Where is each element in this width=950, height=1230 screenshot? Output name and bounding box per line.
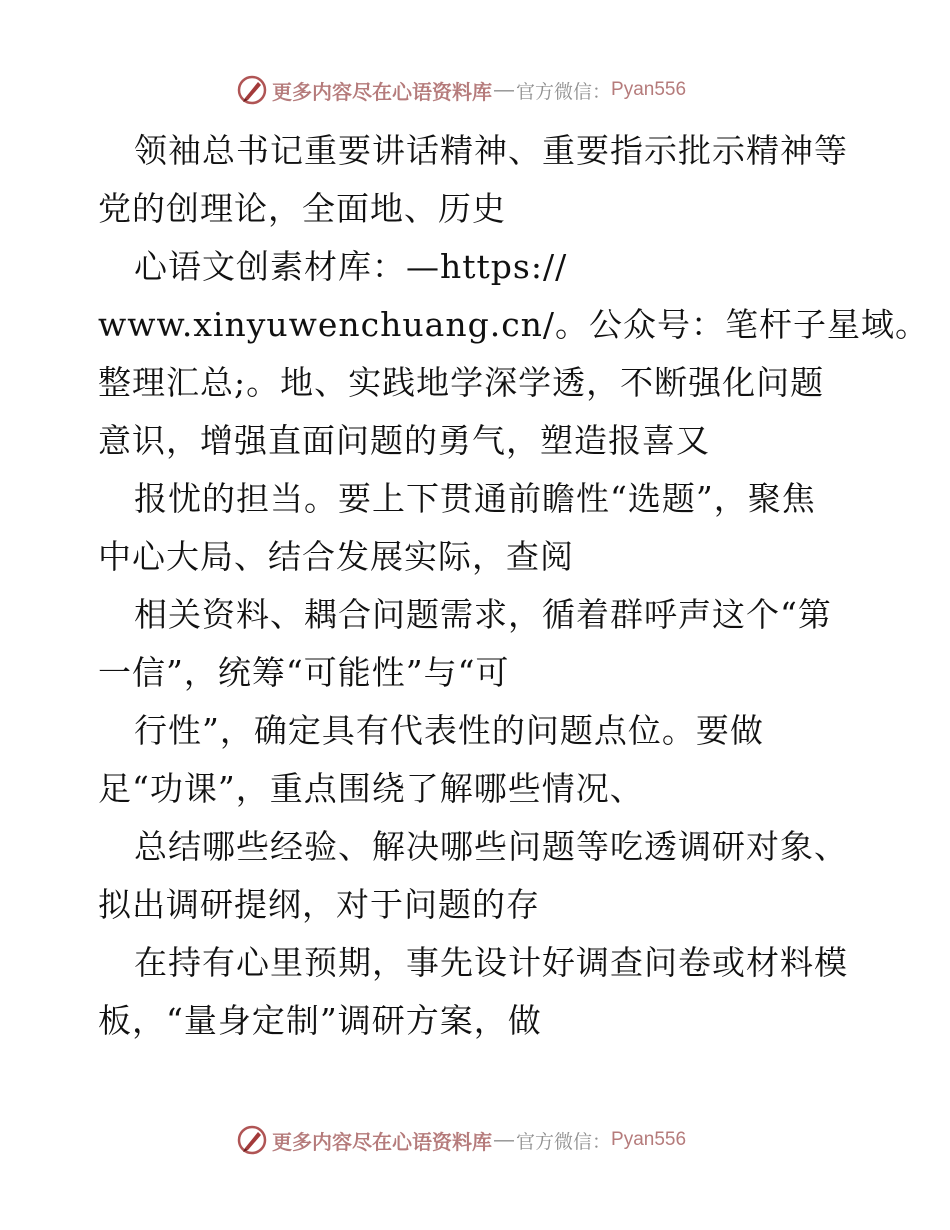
banner-wechat-id: Pyan556: [611, 1129, 687, 1150]
body-line: 中心大局、结合发展实际，查阅: [98, 537, 574, 576]
body-line: 党的创理论，全面地、历史: [98, 189, 506, 228]
banner-wechat-label: 官方微信：: [516, 80, 612, 103]
body-line: 相关资料、耦合问题需求，循着群呼声这个“第: [134, 595, 832, 634]
body-line: 在持有心里预期，事先设计好调查问卷或材料模: [134, 943, 848, 982]
banner-main-text: 更多内容尽在心语资料库: [272, 1129, 492, 1154]
pen-logo-icon: [236, 1124, 268, 1156]
body-line: 总结哪些经验、解决哪些问题等吃透调研对象、: [134, 827, 848, 866]
body-line: 拟出调研提纲，对于问题的存: [98, 885, 540, 924]
header-banner: [236, 72, 686, 108]
banner-dash: —: [494, 78, 514, 101]
banner-wechat-id: Pyan556: [611, 79, 687, 100]
banner-wechat-label: 官方微信：: [516, 1130, 612, 1153]
body-line: 报忧的担当。要上下贯通前瞻性“选题”，聚焦: [134, 479, 816, 518]
body-line: 一信”，统筹“可能性”与“可: [98, 653, 510, 692]
body-line: 行性”，确定具有代表性的问题点位。要做: [134, 711, 764, 750]
body-line: 板，“量身定制”调研方案，做: [98, 1001, 542, 1040]
footer-banner: [236, 1122, 686, 1158]
body-line: 整理汇总;。地、实践地学深学透，不断强化问题: [98, 363, 825, 402]
body-line: 领袖总书记重要讲话精神、重要指示批示精神等: [134, 131, 848, 170]
pen-logo-icon: [236, 74, 268, 106]
banner-main-text: 更多内容尽在心语资料库: [272, 79, 492, 104]
body-line: 心语文创素材库：—https://: [134, 247, 568, 286]
body-line: 足“功课”，重点围绕了解哪些情况、: [98, 769, 644, 808]
banner-dash: —: [494, 1128, 514, 1151]
body-line: 意识，增强直面问题的勇气，塑造报喜又: [98, 421, 710, 460]
body-line: www.xinyuwenchuang.cn/。公众号：笔杆子星域。: [98, 305, 930, 344]
